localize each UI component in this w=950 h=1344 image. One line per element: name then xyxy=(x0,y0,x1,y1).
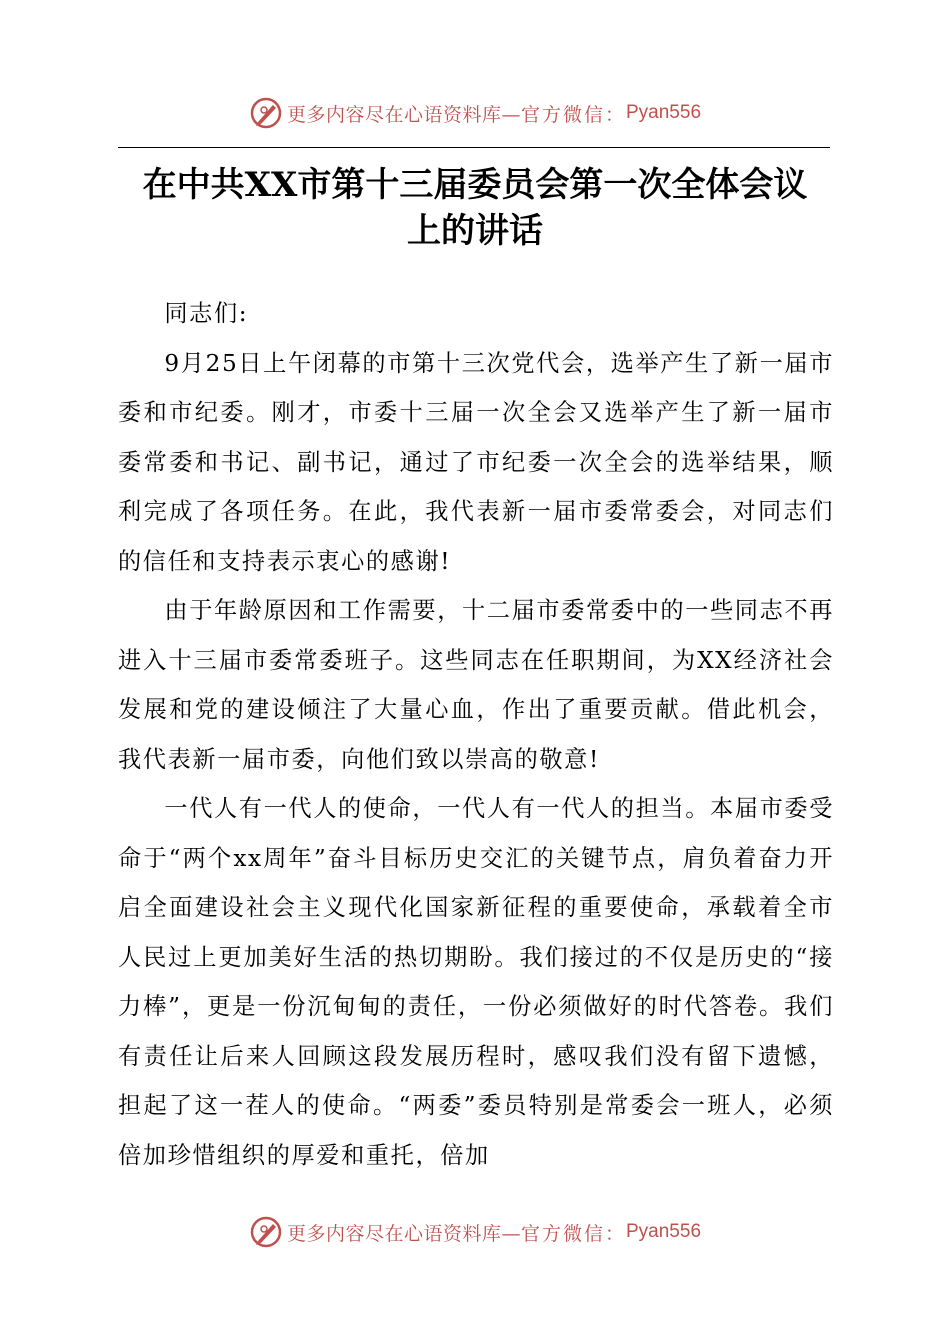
title-line-1: 在中共XX市第十三届委员会第一次全体会议 xyxy=(142,165,808,205)
banner-wechat-id: Pyan556 xyxy=(626,102,702,123)
banner-wechat-id: Pyan556 xyxy=(626,1221,702,1242)
header-divider xyxy=(118,147,830,148)
banner-wechat-label: 官方微信： xyxy=(520,103,626,126)
banner-text: 更多内容尽在心语资料库— xyxy=(286,103,521,126)
footer-banner xyxy=(0,1212,950,1252)
document-title xyxy=(110,162,840,254)
pen-logo-icon xyxy=(249,1215,283,1249)
pen-logo-icon xyxy=(249,96,283,130)
banner-wechat-label: 官方微信： xyxy=(520,1222,626,1245)
paragraph: 由于年龄原因和工作需要，十二届市委常委中的一些同志不再进入十三届市委常委班子。这些同志在任职期间，为XX经济社会发展和党的建设倾注了大量心血，作出了重要贡献。借此机会，我代表新一届市委，向他们致以崇高的敬意! xyxy=(118,597,834,773)
header-banner xyxy=(0,93,950,133)
banner-text: 更多内容尽在心语资料库— xyxy=(286,1222,521,1245)
paragraph: 一代人有一代人的使命，一代人有一代人的担当。本届市委受命于“两个xx周年”奋斗目标历史交汇的关键节点，肩负着奋力开启全面建设社会主义现代化国家新征程的重要使命，承载着全市人民过上更加美好生活的热切期盼。我们接过的不仅是历史的“接力棒”，更是一份沉甸甸的责任，一份必须做好的时代答卷。我们有责任让后来人回顾这段发展历程时，感叹我们没有留下遗憾，担起了这一茬人的使命。“两委”委员特别是常委会一班人，必须倍加珍惜组织的厚爱和重托，倍加 xyxy=(118,795,834,1169)
document-body xyxy=(118,289,834,1180)
paragraph: 9月25日上午闭幕的市第十三次党代会，选举产生了新一届市委和市纪委。刚才，市委十三届一次全会又选举产生了新一届市委常委和书记、副书记，通过了市纪委一次全会的选举结果，顺利完成了各项任务。在此，我代表新一届市委常委会，对同志们的信任和支持表示衷心的感谢! xyxy=(118,349,834,575)
title-line-2: 上的讲话 xyxy=(407,211,543,251)
salutation: 同志们: xyxy=(164,300,249,327)
